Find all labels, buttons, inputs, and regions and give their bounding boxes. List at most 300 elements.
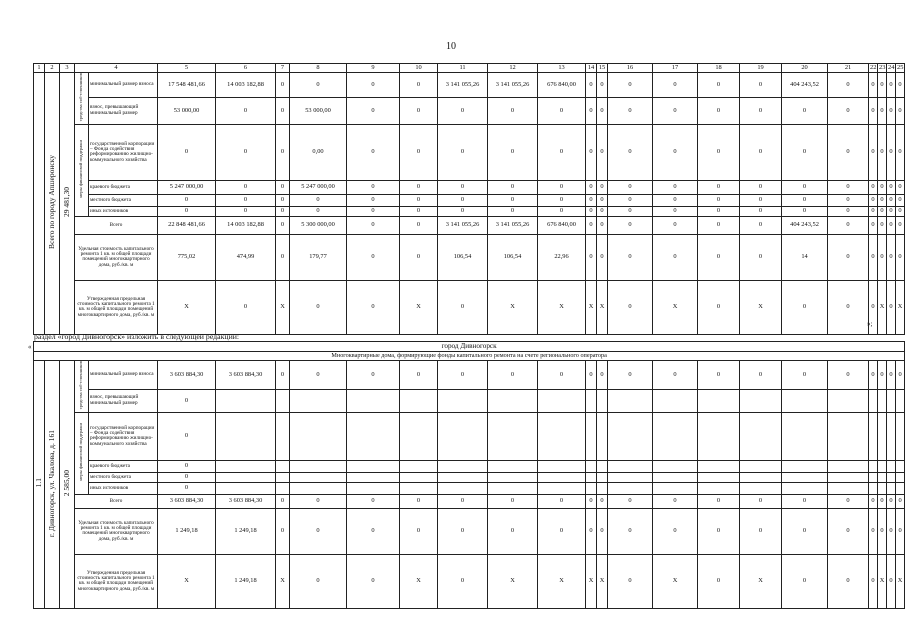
table-row xyxy=(34,73,905,98)
value-cell: 0 xyxy=(698,508,740,554)
value-cell: 0 xyxy=(698,73,740,98)
value-cell xyxy=(438,389,488,412)
value-cell xyxy=(347,472,400,482)
value-cell: 22,96 xyxy=(538,234,586,280)
value-cell: 0 xyxy=(158,124,216,180)
value-cell: 0 xyxy=(488,180,538,194)
value-cell: 0 xyxy=(653,97,698,124)
value-cell: 0 xyxy=(276,206,290,216)
value-cell xyxy=(400,472,438,482)
value-cell xyxy=(653,412,698,460)
value-cell: 0 xyxy=(400,361,438,390)
value-cell xyxy=(740,412,782,460)
value-cell: 0 xyxy=(608,194,653,206)
header-number: 7 xyxy=(276,64,290,73)
value-cell: 0 xyxy=(896,97,905,124)
value-cell: 0 xyxy=(896,194,905,206)
header-number: 3 xyxy=(60,64,75,73)
value-cell: 0 xyxy=(158,389,216,412)
value-cell xyxy=(740,472,782,482)
value-cell: 0 xyxy=(290,194,347,206)
value-cell: 0 xyxy=(158,472,216,482)
value-cell xyxy=(276,460,290,472)
value-cell: 0 xyxy=(347,554,400,608)
value-cell: 0 xyxy=(438,494,488,508)
area-value: 29 481,30 xyxy=(62,187,72,218)
value-cell xyxy=(216,412,276,460)
value-cell: 0 xyxy=(698,554,740,608)
value-cell xyxy=(782,412,828,460)
value-cell: 0 xyxy=(653,216,698,234)
value-cell xyxy=(290,412,347,460)
value-cell xyxy=(896,389,905,412)
value-cell: 0 xyxy=(878,194,887,206)
value-cell: 0 xyxy=(347,494,400,508)
value-cell: 0 xyxy=(782,361,828,390)
value-cell: 0 xyxy=(597,73,608,98)
table-row xyxy=(34,124,905,180)
value-cell: 0 xyxy=(290,361,347,390)
value-cell: X xyxy=(538,554,586,608)
value-cell xyxy=(276,472,290,482)
value-cell xyxy=(290,389,347,412)
value-cell xyxy=(608,460,653,472)
value-cell xyxy=(438,482,488,494)
value-cell: 0 xyxy=(740,97,782,124)
city-header-row xyxy=(34,342,905,352)
value-cell xyxy=(828,472,869,482)
value-cell: 0 xyxy=(400,97,438,124)
support-label: меры финансовой поддержки xyxy=(78,140,84,198)
value-cell: 0 xyxy=(608,124,653,180)
value-cell: X xyxy=(878,280,887,334)
value-cell: 0 xyxy=(290,280,347,334)
section-subheader: Многоквартирные дома, формирующие фонды капитального ремонта на счете регионального оператора xyxy=(34,352,905,361)
value-cell: 0 xyxy=(538,194,586,206)
value-cell: 0 xyxy=(347,280,400,334)
value-cell: 0 xyxy=(653,73,698,98)
value-cell: 0 xyxy=(400,494,438,508)
value-cell xyxy=(887,412,896,460)
row-number: 1.1 xyxy=(34,478,44,488)
value-cell: 0 xyxy=(869,97,878,124)
value-cell xyxy=(538,460,586,472)
value-cell: 0 xyxy=(698,206,740,216)
value-cell xyxy=(782,389,828,412)
row-label: иных источников xyxy=(89,206,158,216)
value-cell: 0 xyxy=(896,124,905,180)
value-cell xyxy=(887,460,896,472)
value-cell: 0 xyxy=(216,180,276,194)
value-cell: 0 xyxy=(586,494,597,508)
row-label: Всего xyxy=(75,494,158,508)
value-cell: 0 xyxy=(828,554,869,608)
value-cell: X xyxy=(158,554,216,608)
value-cell: 0 xyxy=(158,482,216,494)
value-cell: 0 xyxy=(438,194,488,206)
row-number-cell xyxy=(34,361,45,609)
value-cell xyxy=(887,472,896,482)
group-label-cell xyxy=(45,73,60,335)
header-number: 1 xyxy=(34,64,45,73)
table-row xyxy=(34,194,905,206)
value-cell: 0 xyxy=(438,97,488,124)
value-cell: 0 xyxy=(438,280,488,334)
area-cell xyxy=(60,73,75,335)
table-row xyxy=(34,280,905,334)
value-cell: 0 xyxy=(887,361,896,390)
value-cell: 676 840,00 xyxy=(538,216,586,234)
value-cell: 5 300 000,00 xyxy=(290,216,347,234)
row-label: Удельная стоимость капитального ремонта 1 кв. м общей площади помещений многоквартирного дома, руб./кв. м xyxy=(75,234,158,280)
value-cell xyxy=(698,482,740,494)
value-cell: 179,77 xyxy=(290,234,347,280)
value-cell xyxy=(438,472,488,482)
value-cell: 0 xyxy=(400,234,438,280)
header-numbers-row xyxy=(34,64,905,73)
value-cell xyxy=(276,389,290,412)
value-cell xyxy=(896,482,905,494)
value-cell: 0 xyxy=(896,216,905,234)
value-cell: 0 xyxy=(782,194,828,206)
value-cell: X xyxy=(488,280,538,334)
value-cell: 0 xyxy=(597,194,608,206)
value-cell: 0 xyxy=(878,180,887,194)
value-cell: X xyxy=(896,280,905,334)
value-cell xyxy=(896,412,905,460)
value-cell xyxy=(896,472,905,482)
value-cell: 0 xyxy=(158,206,216,216)
value-cell xyxy=(400,460,438,472)
value-cell: 0 xyxy=(698,124,740,180)
value-cell: 0 xyxy=(347,180,400,194)
value-cell: 0 xyxy=(869,554,878,608)
value-cell: 0 xyxy=(586,194,597,206)
value-cell: 0 xyxy=(216,206,276,216)
value-cell: 0 xyxy=(653,206,698,216)
value-cell: 0 xyxy=(586,234,597,280)
value-cell: X xyxy=(400,280,438,334)
value-cell: 0 xyxy=(887,494,896,508)
value-cell xyxy=(438,460,488,472)
value-cell xyxy=(782,472,828,482)
value-cell: 0 xyxy=(869,234,878,280)
value-cell: 3 141 055,26 xyxy=(438,216,488,234)
value-cell xyxy=(698,412,740,460)
value-cell: X xyxy=(586,280,597,334)
opening-quote: « xyxy=(28,343,32,351)
table-row xyxy=(34,216,905,234)
value-cell xyxy=(347,389,400,412)
row-label: минимальный размер взноса xyxy=(89,361,158,390)
value-cell: X xyxy=(488,554,538,608)
value-cell: 0 xyxy=(290,494,347,508)
value-cell: 0 xyxy=(878,361,887,390)
value-cell xyxy=(653,472,698,482)
value-cell xyxy=(488,482,538,494)
value-cell: 0 xyxy=(538,361,586,390)
value-cell xyxy=(216,389,276,412)
value-cell: 0 xyxy=(698,234,740,280)
value-cell xyxy=(878,389,887,412)
value-cell: 0 xyxy=(586,73,597,98)
group-label: Всего по городу Апшеронску xyxy=(47,155,57,250)
value-cell: 0 xyxy=(828,124,869,180)
value-cell: 0 xyxy=(878,73,887,98)
value-cell: 3 603 884,30 xyxy=(158,361,216,390)
value-cell: 14 xyxy=(782,234,828,280)
value-cell: 14 003 182,88 xyxy=(216,216,276,234)
value-cell: X xyxy=(597,554,608,608)
value-cell: X xyxy=(896,554,905,608)
row-number-empty xyxy=(34,73,45,335)
value-cell: 0 xyxy=(290,206,347,216)
value-cell: X xyxy=(586,554,597,608)
value-cell xyxy=(828,460,869,472)
value-cell: X xyxy=(538,280,586,334)
value-cell: 0 xyxy=(290,73,347,98)
value-cell: 3 603 884,30 xyxy=(216,494,276,508)
value-cell: X xyxy=(653,554,698,608)
value-cell xyxy=(347,460,400,472)
value-cell: 5 247 000,00 xyxy=(290,180,347,194)
row-label: Утвержденная предельная стоимость капитального ремонта 1 кв. м общей площади помещений многоквартирного дома, руб./кв. м xyxy=(75,554,158,608)
value-cell: 3 603 884,30 xyxy=(158,494,216,508)
value-cell: 0 xyxy=(740,206,782,216)
value-cell: 0 xyxy=(608,554,653,608)
value-cell: 0 xyxy=(887,234,896,280)
row-label: Утвержденная предельная стоимость капитального ремонта 1 кв. м общей площади помещений многоквартирного дома, руб./кв. м xyxy=(75,280,158,334)
row-label: краевого бюджета xyxy=(89,180,158,194)
value-cell: X xyxy=(400,554,438,608)
value-cell xyxy=(597,412,608,460)
value-cell: 0 xyxy=(869,280,878,334)
table-row xyxy=(34,389,905,412)
value-cell xyxy=(488,412,538,460)
value-cell xyxy=(216,482,276,494)
value-cell: 0 xyxy=(653,124,698,180)
support-group xyxy=(75,412,89,494)
row-label: Всего xyxy=(75,216,158,234)
header-number: 11 xyxy=(438,64,488,73)
value-cell xyxy=(290,482,347,494)
value-cell xyxy=(216,460,276,472)
value-cell: X xyxy=(740,280,782,334)
value-cell xyxy=(698,460,740,472)
value-cell: 14 003 182,88 xyxy=(216,73,276,98)
header-number: 8 xyxy=(290,64,347,73)
value-cell: 0 xyxy=(698,280,740,334)
value-cell: 0 xyxy=(828,280,869,334)
value-cell: 0 xyxy=(828,234,869,280)
value-cell xyxy=(896,460,905,472)
value-cell: 0 xyxy=(828,361,869,390)
value-cell: 3 603 884,30 xyxy=(216,361,276,390)
value-cell: 0 xyxy=(538,508,586,554)
value-cell: 0 xyxy=(347,216,400,234)
table-row xyxy=(34,180,905,194)
value-cell: 0 xyxy=(869,508,878,554)
value-cell: 0 xyxy=(869,494,878,508)
value-cell: 0 xyxy=(698,194,740,206)
header-number: 21 xyxy=(828,64,869,73)
value-cell: 0 xyxy=(828,180,869,194)
row-label: государственной корпорации – Фонда содействия реформированию жилищно-коммунального хозяйства xyxy=(89,124,158,180)
header-number: 12 xyxy=(488,64,538,73)
header-number: 22 xyxy=(870,63,877,71)
value-cell: 0 xyxy=(828,73,869,98)
value-cell xyxy=(597,472,608,482)
value-cell: 0 xyxy=(290,554,347,608)
value-cell: 0 xyxy=(347,508,400,554)
value-cell: 0 xyxy=(828,494,869,508)
value-cell: 0 xyxy=(653,234,698,280)
value-cell: 0 xyxy=(276,124,290,180)
value-cell: 404 243,52 xyxy=(782,216,828,234)
value-cell: 0 xyxy=(869,124,878,180)
value-cell: 0 xyxy=(828,216,869,234)
value-cell: 0 xyxy=(740,361,782,390)
page-number: 10 xyxy=(446,41,456,52)
amendment-note: раздел «город Дивногорск» изложить в следующей редакции: xyxy=(34,332,240,341)
value-cell: 0 xyxy=(782,508,828,554)
value-cell: X xyxy=(276,280,290,334)
value-cell: 53 000,00 xyxy=(158,97,216,124)
value-cell xyxy=(608,482,653,494)
value-cell: 0 xyxy=(400,206,438,216)
value-cell xyxy=(276,412,290,460)
value-cell: 0 xyxy=(538,124,586,180)
value-cell xyxy=(538,472,586,482)
value-cell: 0 xyxy=(347,73,400,98)
value-cell: X xyxy=(597,280,608,334)
value-cell xyxy=(740,482,782,494)
value-cell: 0 xyxy=(276,194,290,206)
value-cell xyxy=(887,389,896,412)
value-cell: 1 249,18 xyxy=(158,508,216,554)
table-row xyxy=(34,361,905,390)
header-number: 19 xyxy=(740,64,782,73)
value-cell xyxy=(538,482,586,494)
value-cell xyxy=(347,482,400,494)
value-cell: 0 xyxy=(276,234,290,280)
header-number: 2 xyxy=(45,64,60,73)
value-cell: 22 848 481,66 xyxy=(158,216,216,234)
value-cell: 0 xyxy=(608,180,653,194)
value-cell: 404 243,52 xyxy=(782,73,828,98)
value-cell xyxy=(290,472,347,482)
value-cell: 0 xyxy=(597,97,608,124)
header-number: 4 xyxy=(75,64,158,73)
value-cell: 0 xyxy=(347,234,400,280)
row-label: местного бюджета xyxy=(89,194,158,206)
value-cell: 0 xyxy=(698,494,740,508)
value-cell: X xyxy=(158,280,216,334)
value-cell: 0 xyxy=(538,494,586,508)
value-cell: 0 xyxy=(740,494,782,508)
value-cell: 0 xyxy=(653,361,698,390)
value-cell: 0 xyxy=(347,97,400,124)
value-cell: 0 xyxy=(586,124,597,180)
value-cell: 0 xyxy=(608,494,653,508)
value-cell: 0 xyxy=(878,234,887,280)
header-number: 20 xyxy=(782,64,828,73)
row-label: иных источников xyxy=(89,482,158,494)
value-cell: 0 xyxy=(597,234,608,280)
value-cell: 0 xyxy=(586,361,597,390)
row-label: Удельная стоимость капитального ремонта 1 кв. м общей площади помещений многоквартирного дома, руб./кв. м xyxy=(75,508,158,554)
value-cell: 0 xyxy=(740,180,782,194)
value-cell: 0 xyxy=(887,206,896,216)
value-cell xyxy=(828,389,869,412)
value-cell xyxy=(488,460,538,472)
value-cell: 0 xyxy=(698,180,740,194)
table-row xyxy=(34,472,905,482)
value-cell: 0 xyxy=(608,73,653,98)
owners-funds-label: средства соб-ственников xyxy=(78,361,84,410)
value-cell: 1 249,18 xyxy=(216,554,276,608)
value-cell: 0 xyxy=(216,124,276,180)
value-cell: 0 xyxy=(608,280,653,334)
value-cell: 0 xyxy=(782,280,828,334)
value-cell: 0 xyxy=(488,97,538,124)
value-cell: 0 xyxy=(608,361,653,390)
value-cell xyxy=(586,412,597,460)
value-cell xyxy=(347,412,400,460)
owners-funds-label: средства соб-ственников xyxy=(78,73,84,122)
value-cell: 0 xyxy=(740,216,782,234)
value-cell: 0 xyxy=(488,194,538,206)
value-cell: 0 xyxy=(276,494,290,508)
table-row xyxy=(34,460,905,472)
value-cell: 0 xyxy=(740,194,782,206)
value-cell: 0 xyxy=(608,508,653,554)
value-cell: 3 141 055,26 xyxy=(438,73,488,98)
value-cell: 0 xyxy=(653,194,698,206)
value-cell xyxy=(586,482,597,494)
value-cell: 0 xyxy=(887,508,896,554)
value-cell xyxy=(878,472,887,482)
value-cell: 0 xyxy=(538,180,586,194)
value-cell: 5 247 000,00 xyxy=(158,180,216,194)
header-number: 13 xyxy=(538,64,586,73)
value-cell: 0 xyxy=(347,206,400,216)
value-cell: 0 xyxy=(878,494,887,508)
value-cell xyxy=(488,389,538,412)
value-cell xyxy=(869,412,878,460)
header-number: 6 xyxy=(216,64,276,73)
value-cell xyxy=(869,482,878,494)
value-cell: 0 xyxy=(828,508,869,554)
value-cell: 0 xyxy=(586,206,597,216)
value-cell xyxy=(597,482,608,494)
value-cell xyxy=(887,482,896,494)
value-cell: 0 xyxy=(782,494,828,508)
value-cell: 0 xyxy=(878,124,887,180)
header-number: 10 xyxy=(400,64,438,73)
value-cell xyxy=(878,460,887,472)
value-cell: X xyxy=(740,554,782,608)
owners-funds-group xyxy=(75,73,89,125)
house-address: г. Дивногорск, ул. Чкалова, д. 161 xyxy=(47,429,57,537)
value-cell: 0 xyxy=(887,554,896,608)
table-row xyxy=(34,494,905,508)
value-cell xyxy=(276,482,290,494)
value-cell: 0 xyxy=(597,216,608,234)
area-cell xyxy=(60,361,75,609)
value-cell: 0 xyxy=(347,361,400,390)
value-cell: 0 xyxy=(438,554,488,608)
